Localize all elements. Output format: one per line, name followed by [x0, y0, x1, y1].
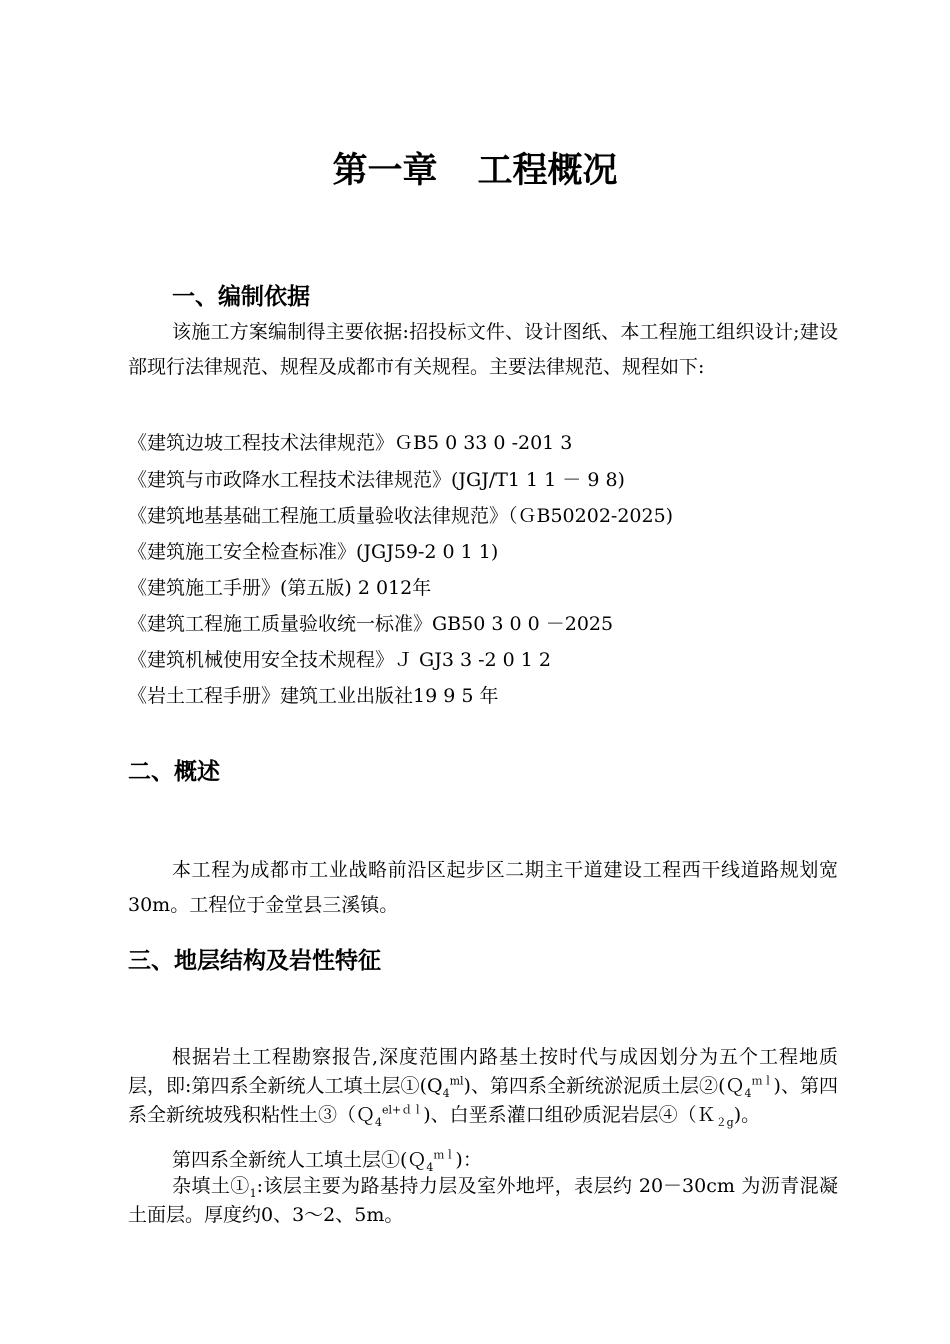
reference-item: 《建筑地基基础工程施工质量验收法律规范》（ＧB50202-2025) — [128, 505, 674, 527]
miscellaneous-fill-paragraph: 杂填土$①_1$:该层主要为路基持力层及室外地坪，表层约 20－30cm 为沥青混凝土面层。厚度约0、3～2、5m。 — [128, 1175, 838, 1226]
reference-item: 《建筑与市政降水工程技术法律规范》(JGJ/T1 1 1 － 9 8) — [128, 469, 625, 491]
chapter-name: 工程概况 — [477, 151, 618, 191]
reference-item: 《建筑工程施工质量验收统一标准》GB50 3 0 0 －2025 — [128, 613, 614, 635]
basis-intro-paragraph: 该施工方案编制得主要依据:招投标文件、设计图纸、本工程施工组织设计;建设部现行法律规范、规程及成都市有关规程。主要法律规范、规程如下: — [128, 321, 838, 378]
section-heading-overview: 二、概述 — [128, 759, 220, 785]
reference-item: 《建筑施工安全检查标准》(JGJ59-2 0 1 1) — [128, 541, 499, 563]
reference-item: 《建筑边坡工程技术法律规范》ＧB5 0 33 0 -201 3 — [128, 432, 573, 454]
strata-paragraph: 根据岩土工程勘察报告,深度范围内路基土按时代与成因划分为五个工程地质层，即:第四系全新统人工填土层$①(Q_4^{ml})$、第四系全新统淤泥质土层②(Ｑ$_4^{ml}$)、第四系全新统坡残积粘性土③（Ｑ$_4^{el+dl}$)、白垩系灌口组砂质泥岩层④（Ｋ$_{2g}$)。 — [128, 1046, 838, 1129]
reference-item: 《建筑机械使用安全技术规程》Ｊ GJ3 3 -2 0 1 2 — [128, 649, 551, 671]
fill-layer-heading: 第四系全新统人工填土层①(Ｑ$_4^{ml}$)： — [172, 1148, 482, 1174]
chapter-title — [0, 146, 950, 196]
chapter-label: 第一章 — [332, 151, 438, 191]
section-heading-basis: 一、编制依据 — [172, 284, 310, 310]
reference-item: 《建筑施工手册》(第五版) 2 012年 — [128, 577, 432, 599]
overview-paragraph: 本工程为成都市工业战略前沿区起步区二期主干道建设工程西干线道路规划宽30m。工程位于金堂县三溪镇。 — [128, 859, 838, 916]
reference-item: 《岩土工程手册》建筑工业出版社19 9 5 年 — [128, 685, 499, 707]
section-heading-strata: 三、地层结构及岩性特征 — [128, 948, 381, 974]
